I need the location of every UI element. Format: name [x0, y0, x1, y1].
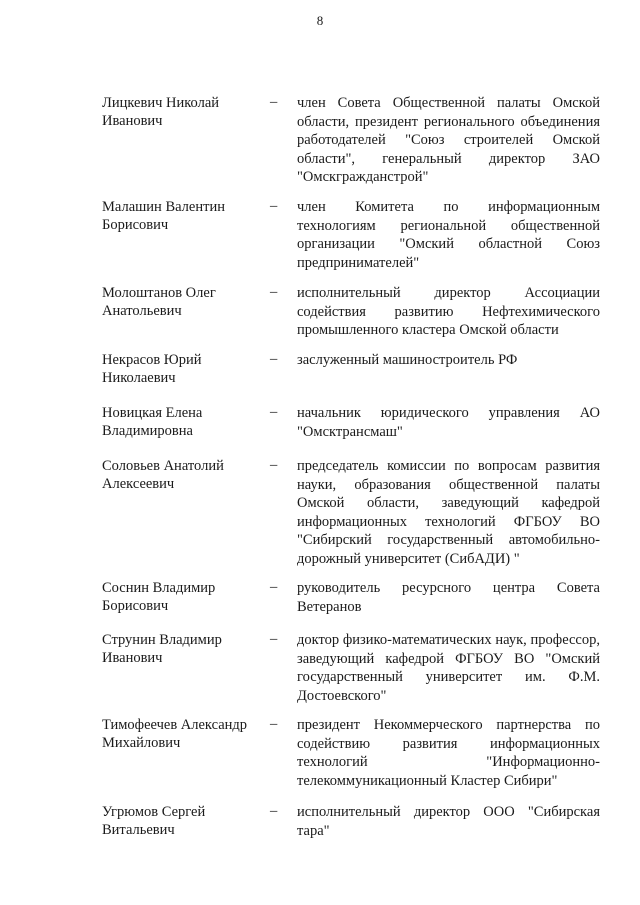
member-surname-name: Малашин Валентин [102, 199, 225, 215]
entry-dash: – [270, 457, 278, 473]
member-patronymic: Михайлович [102, 735, 181, 751]
member-name [102, 803, 264, 839]
member-surname-name: Лицкевич Николай [102, 95, 220, 111]
member-patronymic: Алексеевич [102, 476, 175, 492]
member-surname-name: Некрасов Юрий [102, 352, 202, 368]
member-patronymic: Анатольевич [102, 303, 182, 319]
member-name [102, 351, 264, 387]
member-surname-name: Угрюмов Сергей [102, 804, 206, 820]
entry-dash: – [270, 351, 278, 367]
member-description: член Совета Общественной палаты Омской области, президент регионального объединения работодателей "Союз строителей Омской области", генеральный директор ЗАО "Омскгражданстрой" [297, 95, 600, 186]
member-patronymic: Витальевич [102, 822, 175, 838]
member-description: начальник юридического управления АО "Омсктрансмаш" [297, 405, 600, 440]
member-surname-name: Молоштанов Олег [102, 285, 216, 301]
member-description: доктор физико-математических наук, профессор, заведующий кафедрой ФГБОУ ВО "Омский государственный университет им. Ф.М. Достоевского" [297, 632, 600, 704]
member-patronymic: Владимировна [102, 423, 193, 439]
entry-dash: – [270, 803, 278, 819]
member-description: исполнительный директор ООО "Сибирская тара" [297, 804, 600, 839]
member-surname-name: Тимофеечев Александр [102, 717, 248, 733]
member-patronymic: Борисович [102, 598, 169, 614]
member-name [102, 284, 264, 320]
member-description: исполнительный директор Ассоциации содействия развитию Нефтехимического промышленного кластера Омской области [297, 285, 600, 339]
entry-dash: – [270, 579, 278, 595]
member-name [102, 404, 264, 440]
member-name [102, 631, 264, 667]
member-surname-name: Струнин Владимир [102, 632, 222, 648]
member-name [102, 716, 264, 752]
member-name [102, 457, 264, 493]
member-surname-name: Соснин Владимир [102, 580, 216, 596]
member-surname-name: Новицкая Елена [102, 405, 203, 421]
member-description: председатель комиссии по вопросам развития науки, образования общественной палаты Омской области, заведующий кафедрой информационных технологий ФГБОУ ВО "Сибирский государственный автомобильно-дорожный университет (СибАДИ) " [297, 458, 600, 567]
member-name [102, 94, 264, 130]
entry-dash: – [270, 631, 278, 647]
member-patronymic: Иванович [102, 113, 163, 129]
page-number: 8 [316, 13, 324, 28]
member-patronymic: Иванович [102, 650, 163, 666]
member-description: президент Некоммерческого партнерства по содействию развития информационных технологий "Информационно-телекоммуникационный Кластер Сибири" [297, 717, 600, 789]
member-description: руководитель ресурсного центра Совета Ветеранов [297, 580, 600, 615]
entry-dash: – [270, 716, 278, 732]
entry-dash: – [270, 284, 278, 300]
member-name [102, 198, 264, 234]
member-patronymic: Николаевич [102, 370, 176, 386]
entry-dash: – [270, 198, 278, 214]
member-name [102, 579, 264, 615]
member-patronymic: Борисович [102, 217, 169, 233]
entry-dash: – [270, 94, 278, 110]
member-description: заслуженный машиностроитель РФ [297, 352, 518, 368]
entry-dash: – [270, 404, 278, 420]
member-surname-name: Соловьев Анатолий [102, 458, 224, 474]
member-description: член Комитета по информационным технологиям региональной общественной организации "Омский областной Союз предпринимателей" [297, 199, 600, 271]
